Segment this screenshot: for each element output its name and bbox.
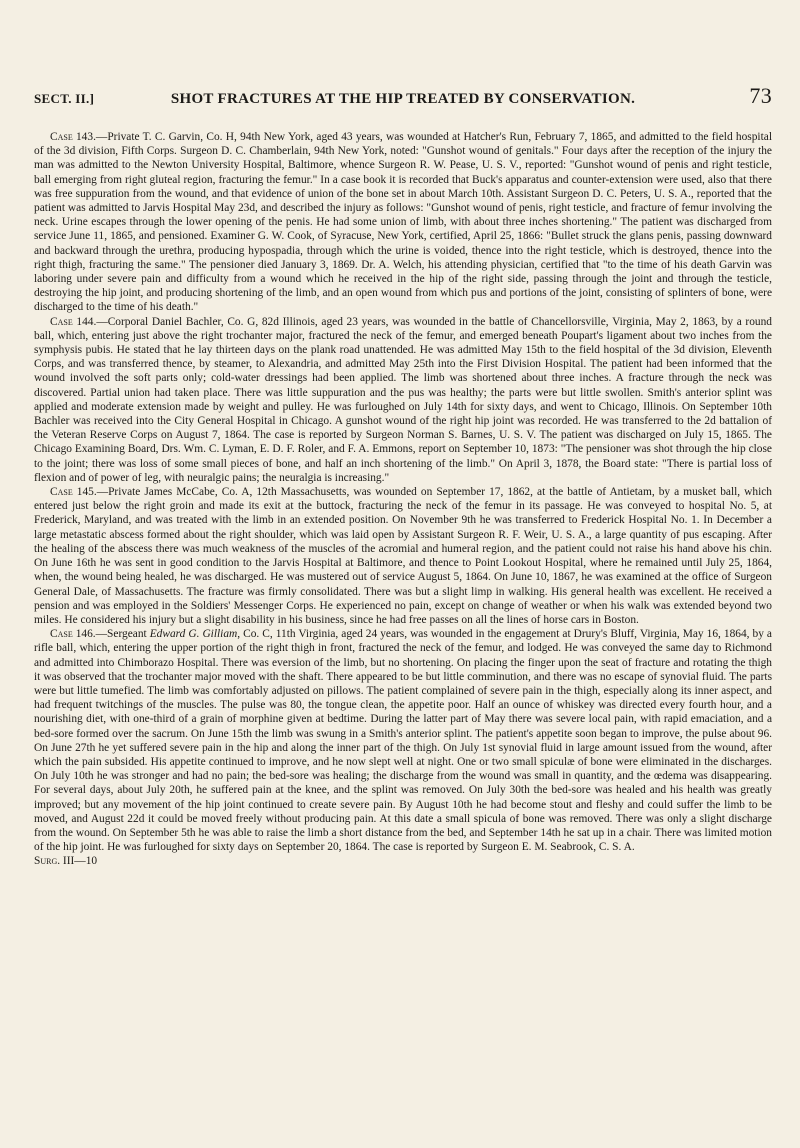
case-label: Case 146. (50, 628, 96, 641)
case-label: Case 145. (50, 486, 97, 499)
case-text: , Co. C, 11th Virginia, aged 24 years, was wounded in the engagement at Drury's Bluff, Virginia, May 16, 1864, by a rifle ball, which, entering the upper portion of the right thigh in front, fractured the neck of the femur, and lodged. He was conveyed the same day to Richmond and admitted into Chimborazo Hospital. There was eversion of the limb, but no shortening. On placing the finger upon the seat of fracture and rotating the thigh it was observed that the trochanter major moved with the shaft. There appeared to be but little comminution, and there was no escape of synovial fluid. The parts were but little tumefied. The limb was comfortably adjusted on pillows. The patient complained of severe pain in the thigh, especially along its inner aspect, and had frequent twitchings of the muscles. The pulse was 80, the tongue clean, the appetite poor. Half an ounce of whiskey was directed every fourth hour, and a nourishing diet, with one-third of a grain of morphine given at bedtime. During the latter part of May there was severe local pain, with rapid emaciation, and a bed-sore formed over the sacrum. On June 15th the limb was swung in a Smith's anterior splint. The patient's appetite soon began to improve, the pulse about 96. On June 27th he yet suffered severe pain in the hip and along the inner part of the thigh. On July 1st synovial fluid in large amount issued from the wound, after which the pain subsided. His appetite continued to improve, and he now slept well at night. One or two small spiculæ of bone were eliminated in the discharges. On July 10th he was stronger and had no pain; the bed-sore was healing; the discharge from the wound was small in quantity, and the œdema was disappearing. For several days, about July 20th, he suffered pain at the knee, and the splint was removed. On July 30th the bed-sore was healed and his health was greatly improved; but any movement of the hip joint continued to create severe pain. By August 10th he had become stout and fleshy and could suffer the limb to be moved, and August 22d it could be moved freely without producing pain. At this date a small spicula of bone was removed. There was only a slight discharge from the wound. On September 5th he was able to raise the limb a short distance from the bed, and September 14th he sat up in a chair. There was limited motion of the hip joint. He was furloughed for sixty days on September 20, 1864. The case is reported by Surgeon E. M. Seabrook, C. S. A. (34, 628, 772, 854)
case-text-prefix: —Sergeant (95, 628, 150, 641)
case-text: —Private T. C. Garvin, Co. H, 94th New York, aged 43 years, was wounded at Hatcher's Run, February 7, 1865, and admitted to the field hospital of the 3d division, Fifth Corps. Surgeon D. C. Chamberlain, 94th New York, noted: "Gunshot wound of genitals." Four days after the reception of the injury the man was admitted to the Newton University Hospital, Baltimore, whence Surgeon R. W. Pease, U. S. V., reported: "Gunshot wound of penis and right testicle, ball emerging from right gluteal region, fracturing the femur." In a case book it is recorded that Buck's apparatus and counter-extension were used, also that there was free suppuration from the wound, and that evidence of union of the bone set in about March 10th. Assistant Surgeon D. C. Peters, U. S. A., reported that the patient was admitted to Jarvis Hospital May 23d, and described the injury as follows: "Gunshot wound of penis, right testicle, and fracture of femur involving the neck. Urine escapes through the lower opening of the penis. He had some union of limb, with about three inches shortening." The patient was discharged from service June 11, 1865, and pensioned. Examiner G. W. Cook, of Syracuse, New York, certified, April 25, 1866: "Bullet struck the glans penis, passing downward and backward through the urethra, producing hypospadia, through which the urine is voided, thence into the right testicle, which is destroyed, thence into the right thigh, fracturing the same." The pensioner died January 3, 1869. Dr. A. Welch, his attending physician, certified that "to the time of his death Garvin was laboring under severe pain and difficulty from a wound which he received in the hip of the right side, passing through the joint and through the testicle, destroying the hip joint, and producing shortening of the limb, and an open wound from which pus and portions of the joint, consisting of splinters of bone, were discharged to the time of his death." (34, 131, 772, 314)
case-label: Case 144. (50, 315, 97, 328)
page-footer (34, 854, 772, 868)
patient-name: Edward G. Gilliam (149, 628, 238, 641)
running-header (34, 83, 772, 109)
case-paragraph (34, 627, 772, 854)
running-title: SHOT FRACTURES AT THE HIP TREATED BY CONSERVATION. (170, 91, 636, 107)
case-label: Case 143. (50, 131, 96, 143)
case-text: —Private James McCabe, Co. A, 12th Massachusetts, was wounded on September 17, 1862, at the battle of Antietam, by a musket ball, which entered just below the right groin and made its exit at the buttock, fracturing the neck of the femur in its passage. He was conveyed to hospital No. 5, at Frederick, Maryland, and was treated with the limb in an extended position. On November 9th he was transferred to Frederick Hospital No. 1. In December a large metastatic abscess formed about the right shoulder, which was laid open by Assistant Surgeon R. F. Weir, U. S. A., a large quantity of pus escaping. After the healing of the abscess there was much weakness of the muscles of the acromial and humeral region, and the patient could not raise his hand above his chin. On June 16th he was sent in good condition to the Jarvis Hospital at Baltimore, and thence to Point Lookout Hospital, where he remained until July 25, 1864, when, the wound being healed, he was discharged. He was mustered out of service August 5, 1864. On June 10, 1867, he was examined at the office of Surgeon General Dale, of Massachusetts. The fracture was firmly consolidated. There was but a slight limp in walking. His general health was excellent. He received a pension and was employed in the Soldiers' Messenger Corps. He experienced no pain, except on change of weather or when his walk was extended beyond two miles. He considered his injury but a slight disability in his business, since he had free passes on all the lines of horse cars in Boston. (34, 486, 772, 626)
case-text: —Corporal Daniel Bachler, Co. G, 82d Illinois, aged 23 years, was wounded in the battle of Chancellorsville, Virginia, May 2, 1863, by a round ball, which, entering just above the right trochanter major, fractured the neck of the femur, and emerged beneath Poupart's ligament about two inches from the symphysis pubis. He stated that he lay thirteen days on the plank road unattended. He was admitted May 15th to the field hospital of the 3d division, Eleventh Corps, and was transferred thence, by steamer, to Alexandria, and admitted May 25th into the First Division Hospital. The patient had been informed that the wound involved the soft parts only; cold-water dressings had been applied. The limb was shortened about three inches. A fracture through the neck was discovered. Partial union had taken place. There was little suppuration and the pus was healthy; the parts were but little swollen. Smith's anterior splint was applied and moderate extension made by weight and pulley. He was furloughed on July 14th for sixty days, and went to Chicago, Illinois. On September 10th Bachler was received into the City General Hospital in Chicago. A gunshot wound of the right hip joint was recorded. He was transferred to the 2d battalion of the Veteran Reserve Corps on August 7, 1864. The case is reported by Surgeon Norman S. Barnes, U. S. V. The patient was discharged on July 15, 1865. The Chicago Examining Board, Drs. Wm. C. Lyman, E. D. F. Roler, and F. A. Emmons, report on September 10, 1873: "The pensioner was shot through the hip close to the joint; there was loss of some small pieces of bone, and half an inch shortening of the limb." On April 3, 1878, the Board state: "There is partial loss of flexion and of power of leg, with neuralgic pains; the neuralgia is increasing." (34, 315, 773, 484)
page-number: 73 (749, 83, 772, 108)
section-label: SECT. II.] (34, 91, 95, 106)
case-paragraph (34, 130, 772, 315)
case-paragraph (34, 485, 772, 627)
page-body (34, 130, 772, 869)
case-paragraph (34, 315, 772, 485)
signature-mark: Surg. III—10 (34, 855, 98, 868)
